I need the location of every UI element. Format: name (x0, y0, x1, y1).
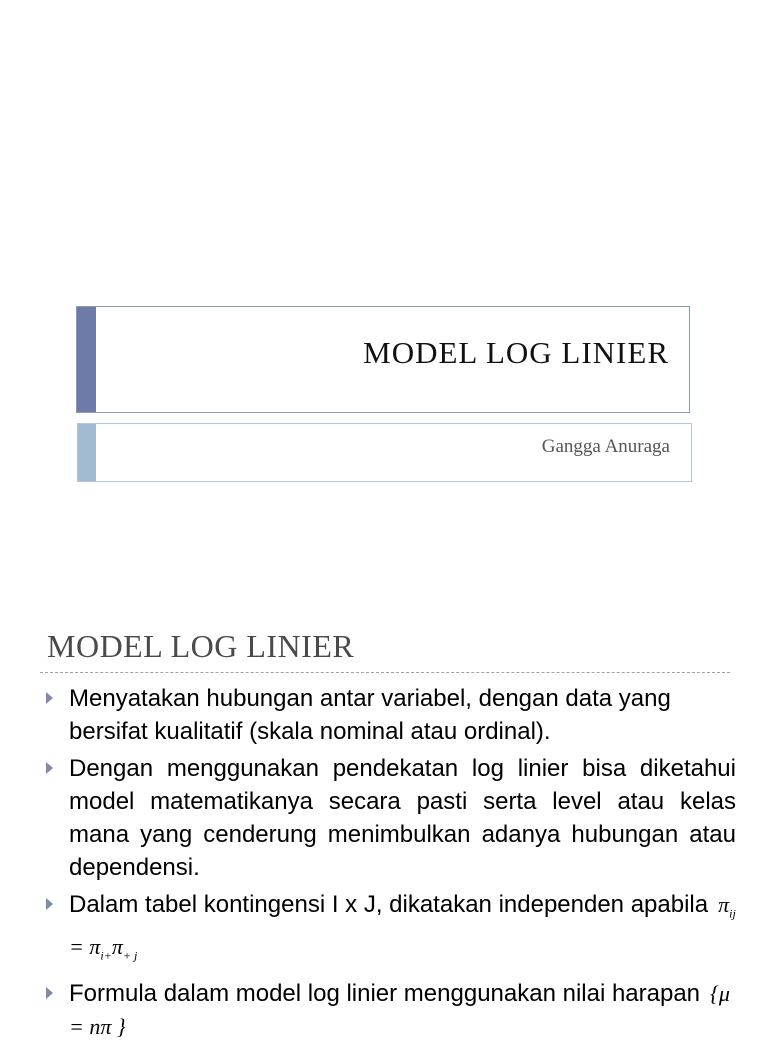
title-accent-bar (77, 307, 96, 412)
title-divider (40, 672, 730, 673)
bullet-text: Dengan menggunakan pendekatan log linier bisa diketahui model matematikanya secara pasti serta level atau kelas mana yang cenderung menimbulkan adanya hubungan atau dependensi. (69, 755, 736, 881)
bullet-text: Menyatakan hubungan antar variabel, dengan data yang bersifat kualitatif (skala nominal atau ordinal). (69, 685, 671, 745)
title-box (76, 306, 690, 413)
triangle-bullet-icon (46, 692, 53, 704)
bullet-item (46, 752, 736, 884)
author-name: Gangga Anuraga (541, 436, 670, 457)
triangle-bullet-icon (46, 762, 53, 774)
independence-formula: $\pi_{ij} = \pi_{i+}\pi_{+ j}$ (69, 892, 736, 963)
bullet-list (46, 682, 736, 1047)
triangle-bullet-icon (46, 987, 53, 999)
content-slide (0, 600, 768, 1039)
bullet-text (69, 977, 736, 1043)
subtitle-accent-bar (78, 424, 96, 481)
bullet-item (46, 888, 736, 973)
bullet-item (46, 682, 736, 748)
bullet-item (46, 977, 736, 1043)
bullet-text-body: Formula dalam model log linier menggunakan nilai harapan (69, 979, 701, 1007)
expected-value-formula: {μ = nπ } (69, 980, 730, 1039)
subtitle-box (77, 423, 692, 482)
bullet-text (69, 888, 736, 973)
bullet-text-body: Dalam tabel kontingensi I x J, dikatakan independen apabila (69, 891, 709, 918)
content-slide-title: MODEL LOG LINIER (47, 628, 355, 664)
triangle-bullet-icon (46, 898, 53, 910)
slide-title: MODEL LOG LINIER (363, 335, 669, 370)
